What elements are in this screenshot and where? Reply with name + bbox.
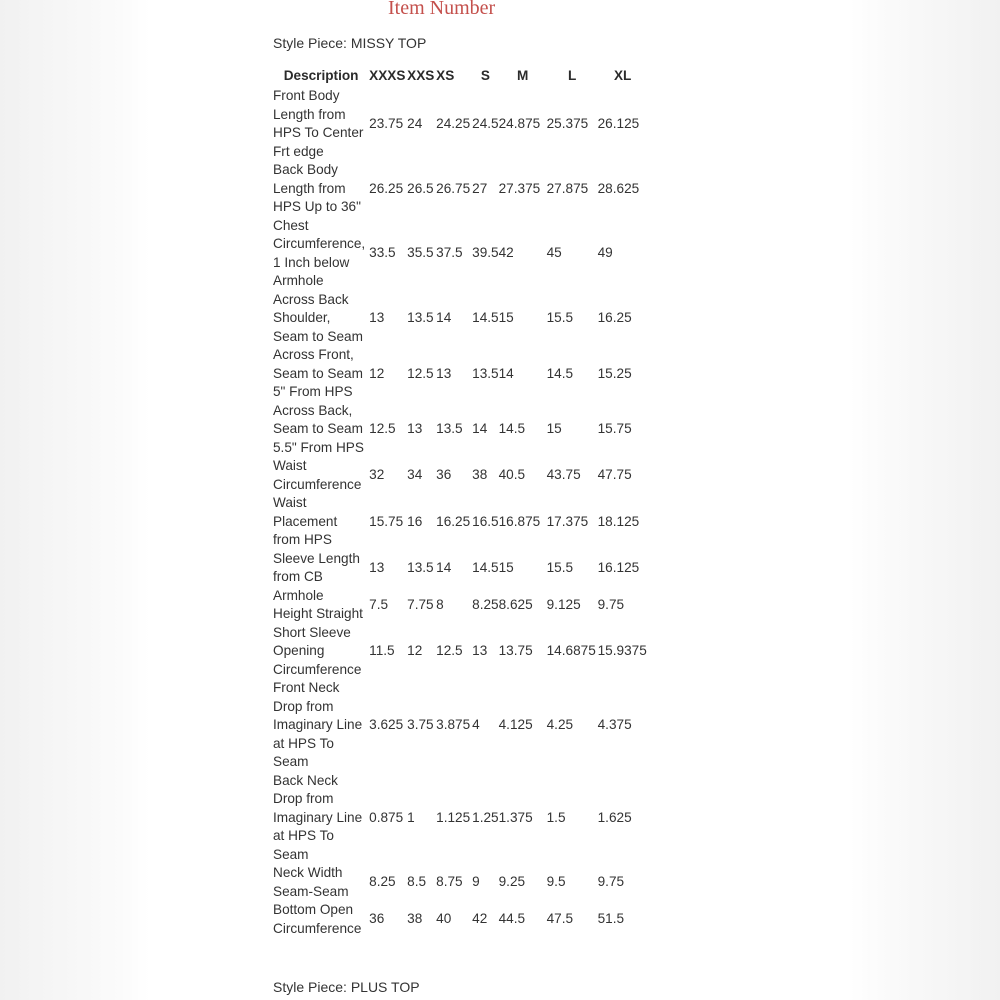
cell-size-xs: 13.5 (436, 421, 463, 436)
table-row (273, 679, 648, 772)
cell-size-l: 4.25 (546, 717, 574, 732)
cell-size-s: 13.5 (472, 365, 499, 381)
cell-size-xs: 1.125 (436, 809, 471, 825)
cell-size-xxxs: 0.875 (369, 809, 404, 825)
cell-size-xxxs: 23.75 (369, 115, 404, 131)
style-piece-plus-top: Style Piece: PLUS TOP (273, 979, 420, 995)
cell-size-xxxs: 8.25 (369, 874, 396, 890)
cell-size-m: 44.5 (498, 911, 526, 927)
cell-size-xs: 13 (436, 365, 452, 381)
row-description: Neck Width Seam-Seam (273, 865, 349, 899)
cell-size-l: 14.5 (546, 365, 574, 381)
cell-size-l: 9.5 (546, 874, 566, 890)
cell-size-s: 14.5 (472, 310, 499, 325)
cell-size-s: 39.5 (472, 245, 499, 261)
cell-size-xs: 16.25 (436, 513, 471, 529)
cell-size-s: 4 (472, 717, 480, 732)
row-description: Sleeve Length from CB (273, 550, 360, 584)
cell-size-s: 27 (472, 180, 488, 196)
cell-size-l: 47.5 (546, 911, 574, 927)
cell-size-m: 4.125 (498, 717, 533, 732)
cell-size-xxs: 35.5 (407, 245, 434, 261)
table-row (273, 901, 648, 938)
cell-size-xl: 49 (597, 245, 613, 261)
cell-size-l: 27.875 (546, 180, 589, 196)
table-row (273, 624, 648, 680)
header-size-xxs: XXS (407, 67, 435, 83)
cell-size-xl: 15.25 (597, 365, 632, 381)
cell-size-l: 17.375 (546, 513, 589, 529)
cell-size-xxs: 13 (407, 421, 423, 436)
cell-size-xs: 12.5 (436, 643, 463, 658)
cell-size-xxxs: 11.5 (369, 643, 395, 658)
cell-size-xxs: 16 (407, 513, 423, 529)
row-description: Back Body Length from HPS Up to 36" (273, 162, 361, 214)
cell-size-xxs: 24 (407, 115, 423, 131)
cell-size-xxs: 12 (407, 643, 423, 658)
cell-size-xxxs: 32 (369, 467, 385, 483)
cell-size-xs: 14 (436, 310, 452, 325)
cell-size-xxs: 34 (407, 467, 423, 483)
cell-size-xs: 8.75 (436, 874, 463, 890)
cell-size-xs: 40 (436, 911, 452, 927)
cell-size-xxxs: 13 (369, 559, 385, 575)
header-size-s: S (480, 67, 490, 83)
cell-size-xxs: 26.5 (407, 180, 434, 196)
table-row (273, 772, 648, 865)
cell-size-m: 42 (498, 245, 514, 261)
header-size-l: L (567, 67, 577, 83)
table-body (273, 87, 648, 938)
cell-size-s: 14.5 (472, 559, 499, 575)
cell-size-xxxs: 12 (369, 365, 385, 381)
cell-size-xl: 9.75 (597, 874, 625, 890)
cell-size-m: 15 (498, 310, 514, 325)
cell-size-s: 24.5 (472, 115, 499, 131)
row-description: Waist Circumference (273, 458, 362, 492)
table-row (273, 87, 648, 161)
cell-size-xl: 15.9375 (597, 643, 647, 658)
cell-size-m: 13.75 (498, 643, 533, 658)
cell-size-xl: 18.125 (597, 513, 640, 529)
table-row (273, 291, 648, 347)
row-description: Chest Circumference, 1 Inch below Armhole (273, 217, 366, 288)
row-description: Waist Placement from HPS (273, 495, 338, 547)
cell-size-xxs: 3.75 (407, 717, 434, 732)
cell-size-xl: 51.5 (597, 911, 625, 927)
cell-size-xxs: 1 (407, 809, 415, 825)
cell-size-s: 38 (472, 467, 488, 483)
cell-size-l: 15.5 (546, 559, 574, 575)
cell-size-l: 9.125 (546, 596, 581, 612)
cell-size-xxs: 13.5 (407, 310, 434, 325)
page-title: Item Number (388, 0, 496, 19)
header-size-m: M (516, 67, 529, 83)
cell-size-l: 14.6875 (546, 643, 596, 658)
cell-size-xs: 3.875 (436, 717, 471, 732)
cell-size-xxs: 8.5 (407, 874, 427, 890)
cell-size-s: 8.25 (472, 596, 499, 612)
table-row (273, 402, 648, 458)
row-description: Across Back Shoulder, Seam to Seam (273, 291, 363, 344)
row-description: Front Neck Drop from Imaginary Line at HPS To Seam (273, 680, 363, 769)
cell-size-xxxs: 26.25 (369, 180, 404, 196)
cell-size-l: 1.5 (546, 809, 566, 825)
header-size-xs: XS (436, 67, 455, 83)
cell-size-xl: 1.625 (597, 809, 632, 825)
cell-size-s: 13 (472, 643, 488, 658)
cell-size-xs: 24.25 (436, 115, 471, 131)
left-page-edge (0, 0, 150, 1000)
cell-size-m: 1.375 (498, 809, 533, 825)
cell-size-xs: 26.75 (436, 180, 471, 196)
cell-size-xl: 47.75 (597, 467, 632, 483)
table-row (273, 587, 648, 624)
row-description: Short Sleeve Opening Circumference (273, 624, 362, 677)
right-page-edge (850, 0, 1000, 1000)
cell-size-xs: 36 (436, 467, 452, 483)
cell-size-xxs: 12.5 (407, 365, 434, 381)
header-description: Description (283, 67, 359, 83)
cell-size-s: 1.25 (472, 809, 499, 825)
cell-size-m: 27.375 (498, 180, 541, 196)
cell-size-l: 15.5 (546, 310, 574, 325)
cell-size-xs: 37.5 (436, 245, 463, 261)
cell-size-m: 24.875 (498, 115, 541, 131)
cell-size-xl: 16.125 (597, 559, 640, 575)
cell-size-s: 9 (472, 874, 480, 890)
table-row (273, 161, 648, 217)
cell-size-xxxs: 15.75 (369, 513, 404, 529)
cell-size-l: 15 (546, 421, 562, 436)
size-spec-table (273, 65, 648, 938)
row-description: Back Neck Drop from Imaginary Line at HPS To Seam (273, 772, 363, 862)
cell-size-xxxs: 7.5 (369, 596, 389, 612)
cell-size-s: 14 (472, 421, 488, 436)
header-size-xl: XL (613, 67, 632, 83)
cell-size-xl: 4.375 (597, 717, 632, 732)
cell-size-xxxs: 33.5 (369, 245, 396, 261)
row-description: Across Front, Seam to Seam 5" From HPS (273, 347, 363, 399)
cell-size-l: 45 (546, 245, 562, 261)
table-row (273, 494, 648, 550)
cell-size-xxxs: 12.5 (369, 421, 396, 436)
cell-size-m: 15 (498, 559, 514, 575)
cell-size-xxs: 38 (407, 911, 423, 927)
cell-size-m: 16.875 (498, 513, 541, 529)
style-piece-missy-top: Style Piece: MISSY TOP (273, 35, 427, 51)
cell-size-xl: 9.75 (597, 596, 625, 612)
cell-size-m: 14.5 (498, 421, 526, 436)
cell-size-l: 25.375 (546, 115, 589, 131)
cell-size-s: 16.5 (472, 513, 499, 529)
row-description: Across Back, Seam to Seam 5.5" From HPS (273, 402, 364, 455)
cell-size-m: 9.25 (498, 874, 526, 890)
cell-size-xs: 14 (436, 559, 452, 575)
table-row (273, 457, 648, 494)
header-size-xxxs: XXXS (369, 67, 406, 83)
table-row (273, 217, 648, 291)
row-description: Armhole Height Straight (273, 587, 363, 621)
table-header-row (273, 65, 648, 87)
row-description: Front Body Length from HPS To Center Frt edge (273, 88, 364, 159)
cell-size-xxs: 13.5 (407, 559, 434, 575)
cell-size-m: 14 (498, 365, 514, 381)
cell-size-xxxs: 36 (369, 911, 385, 927)
cell-size-xl: 15.75 (597, 421, 632, 436)
cell-size-xl: 16.25 (597, 310, 632, 325)
cell-size-xl: 28.625 (597, 180, 640, 196)
cell-size-m: 40.5 (498, 467, 526, 483)
table-row (273, 864, 648, 901)
cell-size-l: 43.75 (546, 467, 581, 483)
cell-size-s: 42 (472, 911, 488, 927)
row-description: Bottom Open Circumference (273, 902, 362, 936)
table-row (273, 550, 648, 587)
table-row (273, 346, 648, 402)
cell-size-xxxs: 13 (369, 310, 385, 325)
cell-size-xxxs: 3.625 (369, 717, 404, 732)
cell-size-xl: 26.125 (597, 115, 640, 131)
cell-size-xxs: 7.75 (407, 596, 434, 612)
cell-size-xs: 8 (436, 596, 444, 612)
cell-size-m: 8.625 (498, 596, 533, 612)
